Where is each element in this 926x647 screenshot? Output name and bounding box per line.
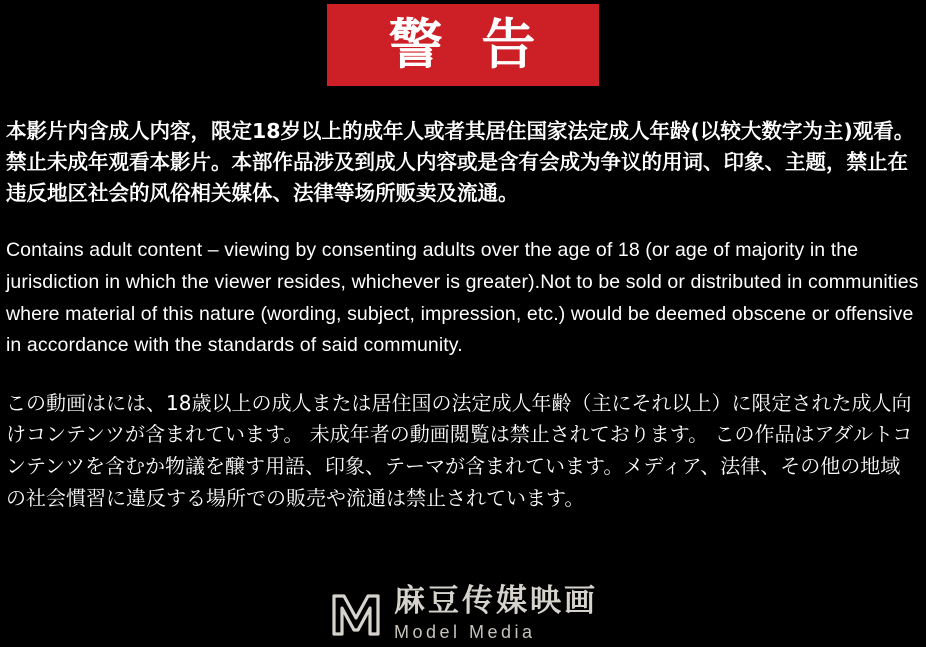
notice-paragraph-english: Contains adult content – viewing by consenting adults over the age of 18 (or age of majority in the jurisdiction in which the viewer resides, whichever is greater).Not to be sold or distributed in communities where material of this nature (wording, subject, impression, etc.) would be deemed obscene or offensive in accordance with the standards of said community. — [6, 239, 919, 357]
brand-logo — [328, 583, 598, 642]
notice-paragraph-japanese: この動画はには、18歳以上の成人または居住国の法定成人年齢（主にそれ以上）に限定された成人向けコンテンツが含まれています。 未成年者の動画閲覧は禁止されております。 この作品はアダルトコンテンツを含むか物議を醸す用語、印象、テーマが含まれています。メディア、法律、その他の地域の社会慣習に違反する場所での販売や流通は禁止されています。 — [6, 390, 913, 510]
brand-name-english: Model Media — [394, 622, 536, 642]
brand-logo-text — [394, 583, 598, 642]
warning-banner-label: 警 告 — [388, 13, 546, 76]
brand-name-chinese: 麻豆传媒映画 — [394, 583, 598, 619]
m-logo-icon — [328, 588, 384, 640]
notice-paragraph-chinese: 本影片内含成人内容，限定18岁以上的成年人或者其居住国家法定成人年龄(以较大数字为主)观看。禁止未成年观看本影片。本部作品涉及到成人内容或是含有会成为争议的用词、印象、主题，禁止在违反地区社会的风俗相关媒体、法律等场所贩卖及流通。 — [6, 119, 915, 206]
warning-banner — [327, 4, 599, 86]
notice-body — [6, 116, 920, 540]
